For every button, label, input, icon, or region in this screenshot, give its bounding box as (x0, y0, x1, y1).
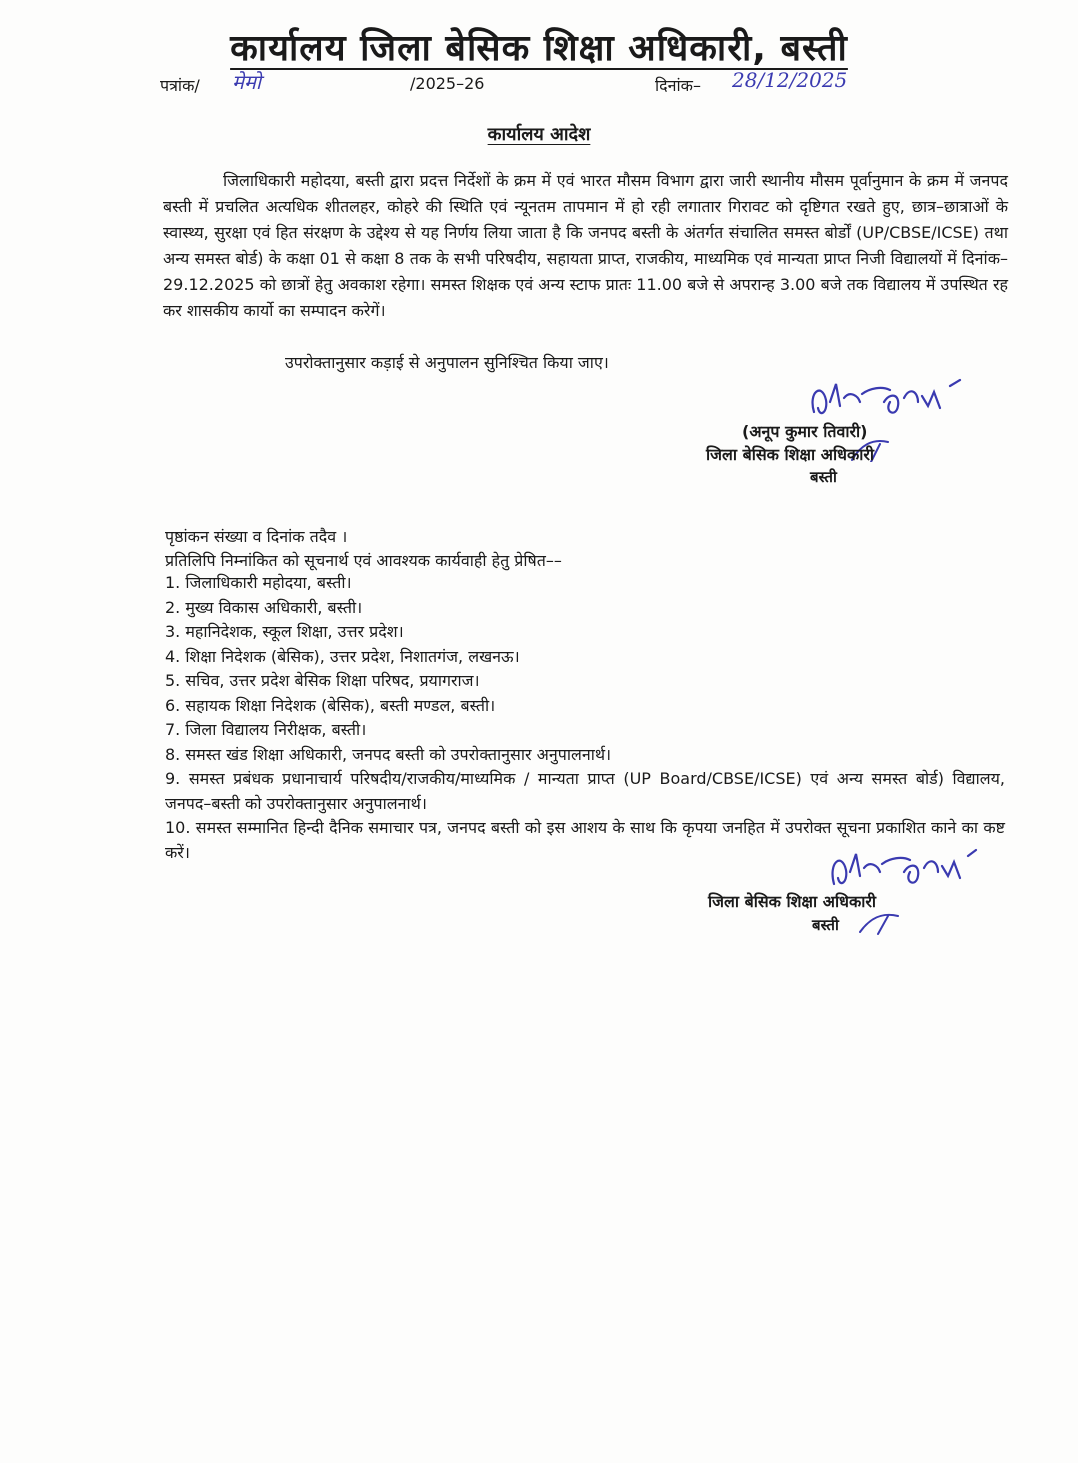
signatory-2-designation: जिला बेसिक शिक्षा अधिकारी (708, 892, 877, 911)
date-handwritten: 28/12/2025 (732, 68, 848, 92)
date-label: दिनांक– (655, 76, 701, 95)
signatory-designation: जिला बेसिक शिक्षा अधिकारी (706, 445, 875, 464)
list-item: 9. समस्त प्रबंधक प्रधानाचार्य परिषदीय/राजकीय/माध्यमिक / मान्यता प्राप्त (UP Board/CBSE/ICSE) एवं अन्य समस्त बोर्ड) विद्यालय, जनपद–बस्ती को उपरोक्तानुसार अनुपालनार्थ। (165, 769, 1005, 813)
copy-to-line: प्रतिलिपि निम्नांकित को सूचनार्थ एवं आवश्यक कार्यवाही हेतु प्रेषित–– (165, 551, 562, 570)
copy-recipients-list (165, 571, 1005, 865)
list-item: 7. जिला विद्यालय निरीक्षक, बस्ती। (165, 720, 367, 739)
year-ref: /2025–26 (410, 74, 485, 93)
order-title: कार्यालय आदेश (487, 124, 591, 145)
endorsement-line: पृष्ठांकन संख्या व दिनांक तदैव । (165, 527, 348, 546)
signatory-place: बस्ती (810, 468, 837, 486)
signature-2-icon (820, 840, 980, 936)
office-title: कार्यालय जिला बेसिक शिक्षा अधिकारी, बस्ती (230, 28, 848, 69)
endorsement-header (165, 525, 562, 573)
signatory-name: (अनूप कुमार तिवारी) (742, 422, 868, 441)
list-item: 3. महानिदेशक, स्कूल शिक्षा, उत्तर प्रदेश। (165, 622, 404, 641)
list-item: 5. सचिव, उत्तर प्रदेश बेसिक शिक्षा परिषद, प्रयागराज। (165, 671, 480, 690)
signatory-2-place: बस्ती (812, 916, 839, 934)
list-item: 8. समस्त खंड शिक्षा अधिकारी, जनपद बस्ती को उपरोक्तानुसार अनुपालनार्थ। (165, 744, 612, 764)
compliance-line: उपरोक्तानुसार कड़ाई से अनुपालन सुनिश्चित किया जाए। (285, 353, 609, 372)
list-item: 4. शिक्षा निदेशक (बेसिक), उत्तर प्रदेश, निशातगंज, लखनऊ। (165, 646, 520, 666)
list-item: 1. जिलाधिकारी महोदया, बस्ती। (165, 573, 352, 592)
patrank-label: पत्रांक/ (160, 76, 200, 95)
order-paragraph: जिलाधिकारी महोदया, बस्ती द्वारा प्रदत्त निर्देशों के क्रम में एवं भारत मौसम विभाग द्वारा जारी स्थानीय मौसम पूर्वानुमान के क्रम में जनपद बस्ती में प्रचलित अत्यधिक शीतलहर, कोहरे की स्थिति एवं न्यूनतम तापमान में हो रही लगातार गिरावट को दृष्टिगत रखते हुए, छात्र–छात्राओं के स्वास्थ्य, सुरक्षा एवं हित संरक्षण के उद्देश्य से यह निर्णय लिया जाता है कि जनपद बस्ती के अंतर्गत संचालित समस्त बोर्डों (UP/CBSE/ICSE) तथा अन्य समस्त बोर्ड) के कक्षा 01 से कक्षा 8 तक के सभी परिषदीय, सहायता प्राप्त, राजकीय, माध्यमिक एवं मान्यता प्राप्त निजी विद्यालयों में दिनांक–29.12.2025 को छात्रों हेतु अवकाश रहेगा। समस्त शिक्षक एवं अन्य स्टाफ प्रातः 11.00 बजे से अपरान्ह 3.00 बजे तक विद्यालय में उपस्थित रह कर शासकीय कार्यो का सम्पादन करेगें। (163, 171, 1008, 320)
list-item: 10. समस्त सम्मानित हिन्दी दैनिक समाचार पत्र, जनपद बस्ती को इस आशय के साथ कि कृपया जनहित में उपरोक्त सूचना प्रकाशित काने का कष्ट करें। (165, 818, 1005, 862)
list-item: 6. सहायक शिक्षा निदेशक (बेसिक), बस्ती मण्डल, बस्ती। (165, 695, 496, 715)
patrank-handwritten: मेमो (232, 70, 262, 94)
list-item: 2. मुख्य विकास अधिकारी, बस्ती। (165, 597, 363, 617)
